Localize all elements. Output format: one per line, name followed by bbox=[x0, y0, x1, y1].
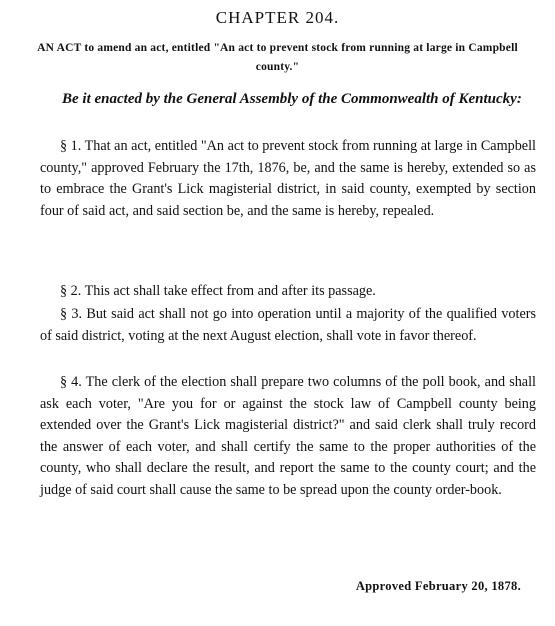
act-title: AN ACT to amend an act, entitled "An act to prevent stock from running at large in Campbell county." bbox=[37, 42, 518, 73]
section-2: § 2. This act shall take effect from and after its passage. bbox=[60, 283, 376, 299]
enacting-clause: Be it enacted by the General Assembly of the Commonwealth of Kentucky: bbox=[62, 91, 522, 107]
section-3: § 3. But said act shall not go into operation until a majority of the qualified voters of said district, voting at the next August election, shall vote in favor thereof. bbox=[40, 306, 536, 344]
approval-date: Approved February 20, 1878. bbox=[355, 579, 521, 593]
chapter-heading: CHAPTER 204. bbox=[215, 8, 340, 27]
section-1: § 1. That an act, entitled "An act to prevent stock from running at large in Campbell county," approved February the 17th, 1876, be, and the same is hereby, extended so as to embrace the Grant's Lick magisterial district, in said county, exempted by section four of said act, and said section be, and the same is hereby, repealed. bbox=[40, 138, 536, 219]
section-4: § 4. The clerk of the election shall prepare two columns of the poll book, and shall ask each voter, "Are you for or against the stock law of Campbell county being extended over the Grant's Lick magisterial district?" and said clerk shall truly record the answer of each voter, and shall certify the same to the proper authorities of the county, who shall declare the result, and report the same to the county court; and the judge of said court shall cause the same to be spread upon the county order-book. bbox=[40, 374, 536, 498]
